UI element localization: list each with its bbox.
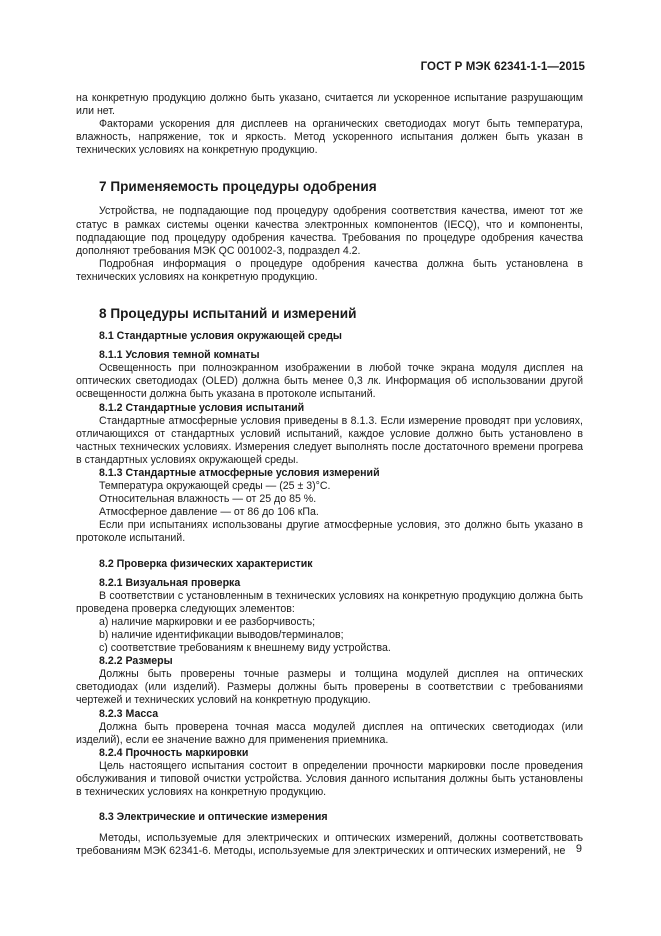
subsection-heading-8-2: 8.2 Проверка физических характеристик: [99, 557, 313, 570]
section-heading-8: 8 Процедуры испытаний и измерений: [99, 306, 357, 322]
paragraph: В соответствии с установленным в технических условиях на конкретную продукцию должна быть проведена проверка следующих элементов:: [76, 589, 583, 615]
subsection-heading-8-3: 8.3 Электрические и оптические измерения: [99, 811, 328, 824]
page-number: 9: [575, 843, 582, 855]
subsection-heading-8-1: 8.1 Стандартные условия окружающей среды: [99, 330, 342, 343]
page-content: [76, 92, 583, 859]
subsection-heading-8-1-2: 8.1.2 Стандартные условия испытаний: [99, 401, 305, 414]
paragraph: Подробная информация о процедуре одобрения качества должна быть установлена в технических условиях на конкретную продукцию.: [76, 257, 583, 283]
paragraph: Если при испытаниях использованы другие атмосферные условия, это должно быть указано в протоколе испытаний.: [76, 519, 583, 545]
subsection-heading-8-1-1: 8.1.1 Условия темной комнаты: [99, 349, 260, 362]
list-item: Относительная влажность — от 25 до 85 %.: [99, 493, 317, 506]
list-item: b) наличие идентификации выводов/терминалов;: [99, 629, 344, 641]
subsection-heading-8-2-2: 8.2.2 Размеры: [99, 655, 173, 668]
paragraph: на конкретную продукцию должно быть указано, считается ли ускоренное испытание разрушающим или нет.: [76, 92, 583, 118]
subsection-heading-8-2-3: 8.2.3 Масса: [99, 707, 159, 720]
paragraph: Должны быть проверены точные размеры и толщина модулей дисплея на оптических светодиодах (или изделий). Размеры должны быть проверены в соответствии с требованиями чертежей и технических условий на конкретную продукцию.: [76, 668, 583, 707]
paragraph: Методы, используемые для электрических и оптических измерений, должны соответствовать требованиям МЭК 62341-6. Методы, используемые для электрических и оптических измерений, не: [76, 832, 583, 858]
list-item: Атмосферное давление — от 86 до 106 кПа.: [99, 506, 319, 519]
list-item: c) соответствие требованиям к внешнему виду устройства.: [99, 642, 391, 655]
subsection-heading-8-2-1: 8.2.1 Визуальная проверка: [99, 576, 241, 589]
list-item: a) наличие маркировки и ее разборчивость;: [99, 615, 316, 628]
paragraph: Стандартные атмосферные условия приведены в 8.1.3. Если измерение проводят при условиях, отличающихся от стандартных условий испытаний, каждое условие должно быть установлено в частных технических условиях. Измерения следует выполнять после достаточного времени прогрева в стандартных условиях окружающей среды.: [76, 414, 583, 466]
subsection-heading-8-1-3: 8.1.3 Стандартные атмосферные условия измерений: [99, 466, 380, 479]
list-item: Температура окружающей среды — (25 ± 3)°С.: [99, 480, 331, 493]
paragraph: Цель настоящего испытания состоит в определении прочности маркировки после проведения обслуживания и типовой очистки устройства. Условия данного испытания должны быть установлены в технических условиях на конкретную продукцию.: [76, 759, 583, 799]
paragraph: Устройства, не подпадающие под процедуру одобрения соответствия качества, имеют тот же статус в рамках системы оценки качества электронных компонентов (IECQ), что и компоненты, подпадающие под процедуру одобрения качества. Требования по процедуре одобрения качества дополняют требования МЭК QC 001002-3, подраздел 4.2.: [76, 205, 583, 257]
paragraph: Факторами ускорения для дисплеев на органических светодиодах могут быть температура, влажность, напряжение, ток и яркость. Метод ускоренного испытания должен быть указан в технических условиях на конкретную продукцию.: [76, 118, 583, 157]
paragraph: Освещенность при полноэкранном изображении в любой точке экрана модуля дисплея на оптических светодиодах (OLED) должна быть менее 0,3 лк. Информация об использовании другой освещенности должна быть указана в протоколе испытаний.: [76, 362, 583, 401]
subsection-heading-8-2-4: 8.2.4 Прочность маркировки: [99, 746, 249, 759]
section-heading-7: 7 Применяемость процедуры одобрения: [99, 179, 377, 195]
document-id-header: ГОСТ Р МЭК 62341-1-1—2015: [420, 61, 585, 73]
paragraph: Должна быть проверена точная масса модулей дисплея на оптических светодиодах (или изделий), если ее значение важно для применения приемника.: [76, 720, 583, 746]
